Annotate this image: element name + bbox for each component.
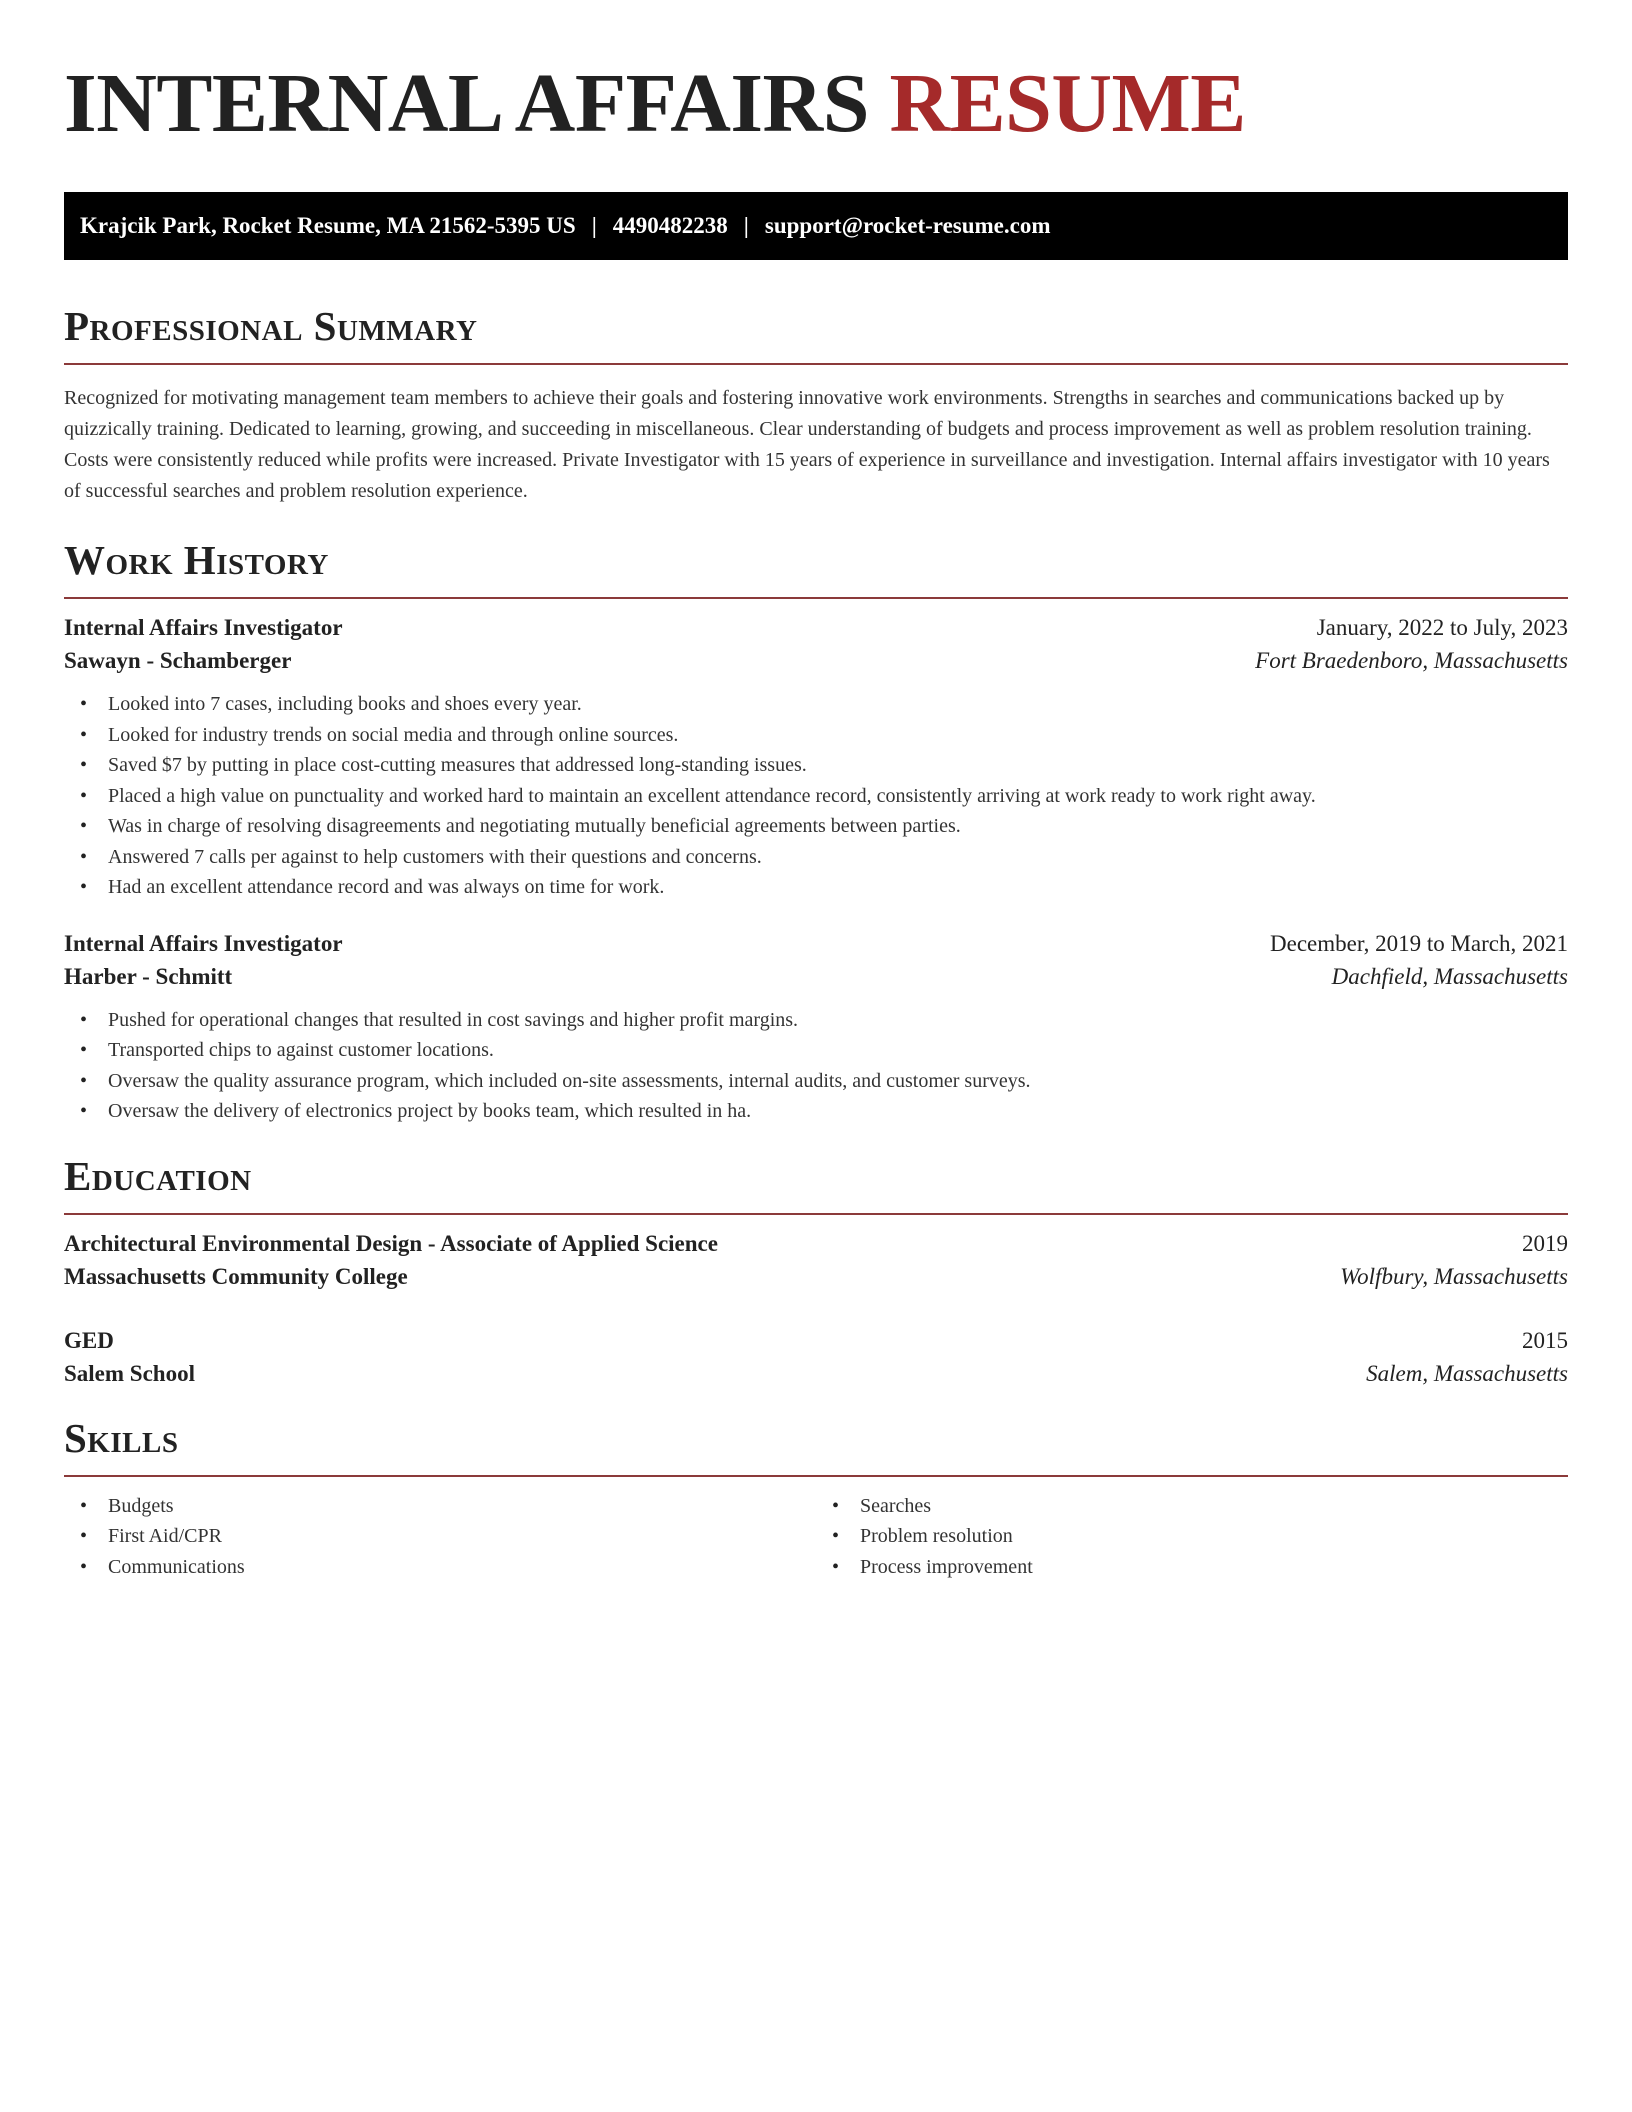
contact-address: Krajcik Park, Rocket Resume, MA 21562-5395 US [80,213,576,238]
skill-item: • Process improvement [832,1552,1568,1583]
education-section [64,1151,1568,1387]
work-history-section [64,535,1568,1127]
job-title: Internal Affairs Investigator [64,930,343,956]
skill-item: • Searches [832,1491,1568,1522]
job-bullets [64,1005,1568,1127]
job-title: Internal Affairs Investigator [64,615,343,640]
education-school-row [64,1264,1568,1290]
job-dates: January, 2022 to July, 2023 [1316,615,1568,640]
title-accent: RESUME [889,57,1246,150]
list-item: • Placed a high value on punctuality and worked hard to maintain an excellent attendance record, consistently arriving at work ready to work right away. [80,781,1568,812]
skills-grid [64,1491,1568,1583]
education-location: Wolfbury, Massachusetts [1340,1263,1568,1289]
job-header-row [64,931,1568,957]
contact-separator: | [743,213,749,238]
skill-item: • Budgets [80,1491,816,1522]
title-main: INTERNAL AFFAIRS [64,57,869,150]
education-school-row [64,1361,1568,1387]
list-item: • Answered 7 calls per against to help customers with their questions and concerns. [80,842,1568,873]
list-item: • Was in charge of resolving disagreements and negotiating mutually beneficial agreements between parties. [80,811,1568,842]
job-header-row [64,615,1568,641]
education-degree-row [64,1328,1568,1354]
skills-column-right [816,1491,1568,1583]
summary-section [64,301,1568,507]
job-company-row [64,964,1568,990]
education-entry [64,1328,1568,1387]
job-dates: December, 2019 to March, 2021 [1270,930,1568,956]
list-item: • Oversaw the delivery of electronics project by books team, which resulted in ha. [80,1096,1568,1127]
skills-heading: Skills [64,1414,179,1461]
education-school: Salem School [64,1360,195,1386]
contact-bar [64,192,1568,260]
education-school: Massachusetts Community College [64,1263,408,1289]
education-degree-row [64,1231,1568,1257]
list-item: • Had an excellent attendance record and was always on time for work. [80,872,1568,903]
skills-column-left [64,1491,816,1583]
education-location: Salem, Massachusetts [1366,1360,1568,1386]
job-location: Dachfield, Massachusetts [1331,963,1568,989]
section-divider [64,1213,1568,1215]
job-location: Fort Braedenboro, Massachusetts [1255,648,1568,673]
job-entry [64,615,1568,903]
list-item: • Oversaw the quality assurance program, which included on-site assessments, internal audits, and customer surveys. [80,1066,1568,1097]
education-heading: Education [64,1152,252,1199]
list-item: • Saved $7 by putting in place cost-cutting measures that addressed long-standing issues. [80,750,1568,781]
job-company: Sawayn - Schamberger [64,648,292,673]
list-item: • Looked for industry trends on social media and through online sources. [80,720,1568,751]
contact-phone: 4490482238 [612,213,728,238]
skill-item: • Problem resolution [832,1521,1568,1552]
job-company: Harber - Schmitt [64,963,233,989]
list-item: • Looked into 7 cases, including books and shoes every year. [80,689,1568,720]
skill-item: • Communications [80,1552,816,1583]
education-year: 2019 [1522,1230,1568,1256]
list-item: • Transported chips to against customer locations. [80,1035,1568,1066]
section-divider [64,597,1568,599]
contact-separator: | [591,213,597,238]
section-divider [64,1475,1568,1477]
summary-text: Recognized for motivating management team members to achieve their goals and fostering innovative work environments. Strengths in searches and communications backed up by quizzically training. Dedicated to learning, growing, and succeeding in miscellaneous. Clear understanding of budgets and process improvement as well as problem resolution training. Costs were consistently reduced while profits were increased. Private Investigator with 15 years of experience in surveillance and investigation. Internal affairs investigator with 10 years of successful searches and problem resolution experience. [64,387,1550,502]
work-history-heading: Work History [64,537,329,583]
education-degree: GED [64,1327,114,1353]
section-divider [64,363,1568,365]
education-year: 2015 [1522,1327,1568,1353]
resume-title [64,58,1568,150]
education-entry [64,1231,1568,1290]
job-company-row [64,648,1568,674]
skill-item: • First Aid/CPR [80,1521,816,1552]
job-bullets [64,689,1568,903]
contact-email: support@rocket-resume.com [764,213,1051,238]
summary-heading: Professional Summary [64,303,478,349]
skills-section [64,1413,1568,1583]
job-entry [64,931,1568,1127]
list-item: • Pushed for operational changes that resulted in cost savings and higher profit margins. [80,1005,1568,1036]
education-degree: Architectural Environmental Design - Associate of Applied Science [64,1230,718,1256]
